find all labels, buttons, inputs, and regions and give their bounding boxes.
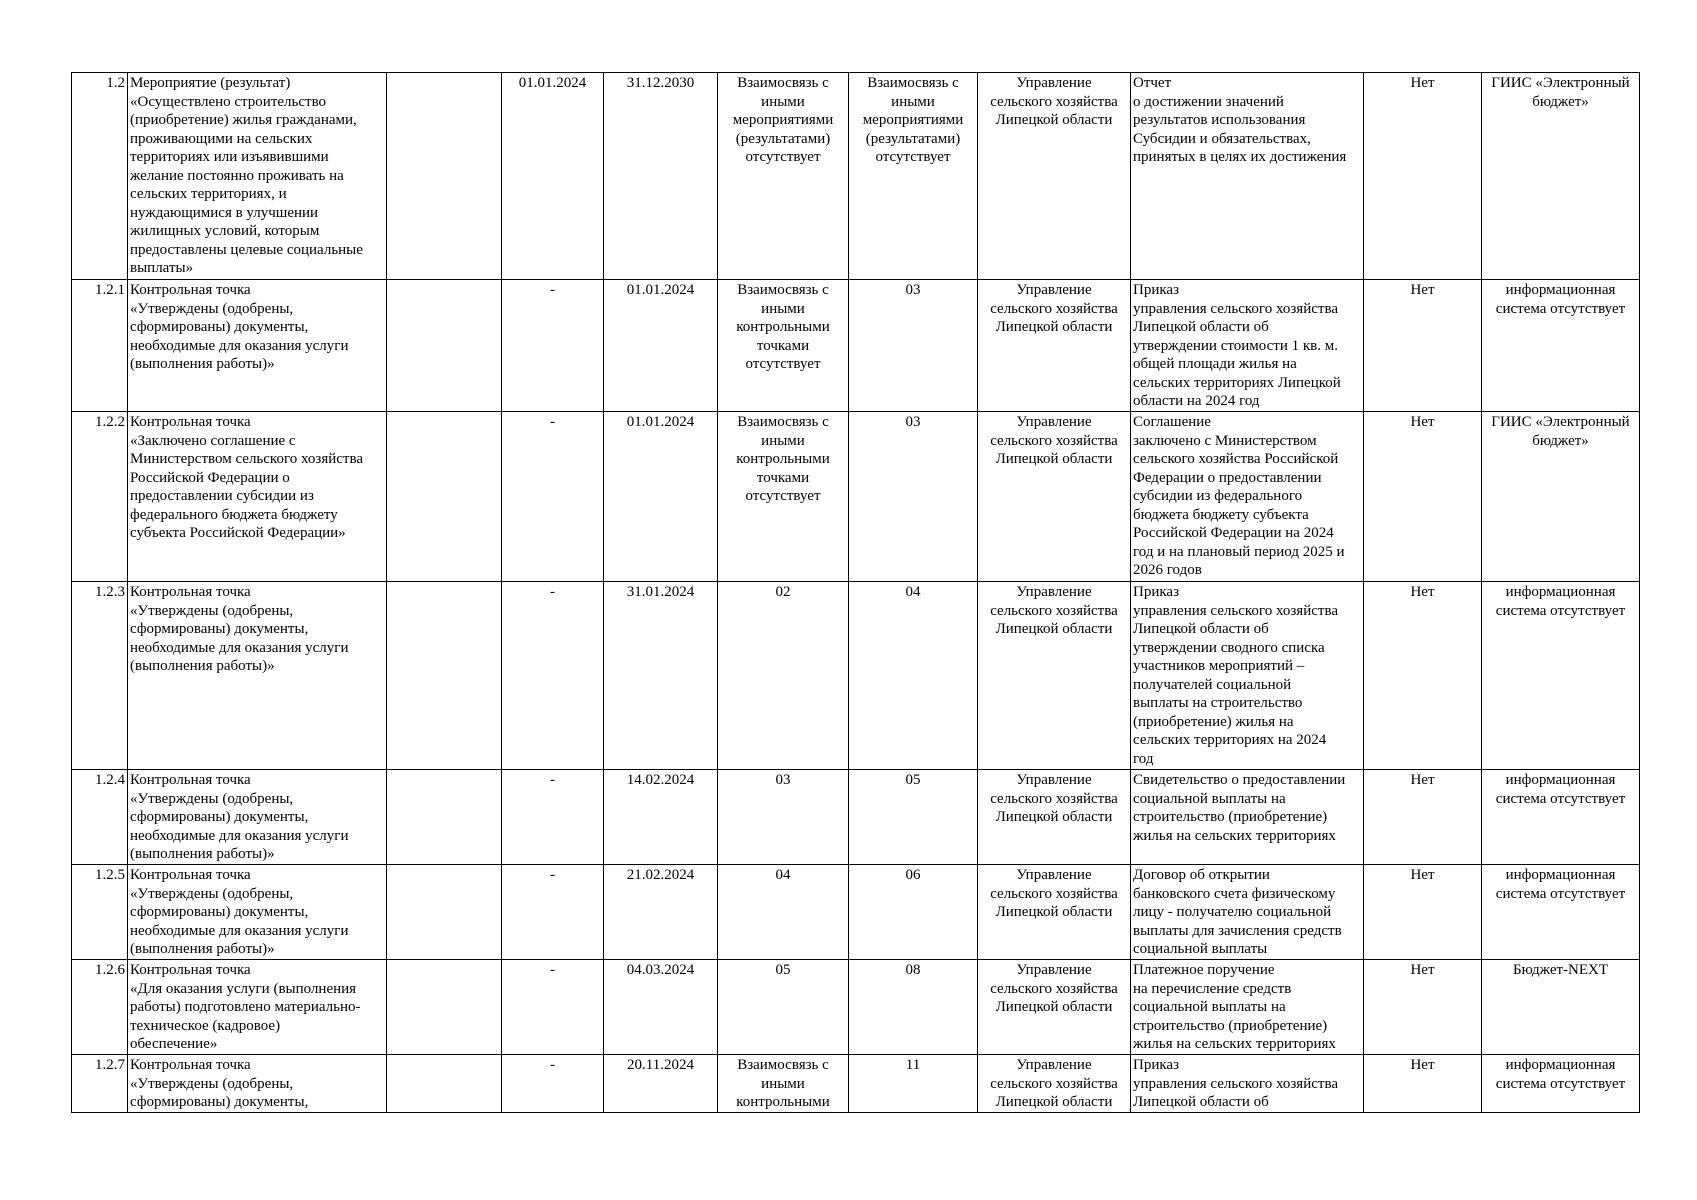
row-document: Приказ управления сельского хозяйства Липецкой области об утверждении стоимости 1 кв. м. общей площади жилья на сельских территориях Липецкой области на 2024 год — [1131, 280, 1364, 412]
row-name: Контрольная точка «Утверждены (одобрены, сформированы) документы, необходимые для оказания услуги (выполнения работы)» — [128, 770, 387, 865]
table-row — [72, 73, 1640, 280]
row-responsible: Управление сельского хозяйства Липецкой области — [978, 865, 1131, 960]
table-row — [72, 770, 1640, 865]
row-flag: Нет — [1364, 1055, 1482, 1113]
table-row — [72, 865, 1640, 960]
row-successor: 03 — [849, 412, 978, 582]
row-end-date: 01.01.2024 — [604, 280, 718, 412]
row-responsible: Управление сельского хозяйства Липецкой области — [978, 73, 1131, 280]
row-empty-cell — [387, 582, 502, 770]
row-end-date: 21.02.2024 — [604, 865, 718, 960]
row-system: ГИИС «Электронный бюджет» — [1482, 412, 1640, 582]
row-predecessor: 02 — [718, 582, 849, 770]
row-number: 1.2.5 — [72, 865, 128, 960]
row-successor: 04 — [849, 582, 978, 770]
table-row — [72, 582, 1640, 770]
row-predecessor: 03 — [718, 770, 849, 865]
row-name: Мероприятие (результат) «Осуществлено строительство (приобретение) жилья гражданами, проживающими на сельских территориях или изъявившими желание постоянно проживать на сельских территориях, и нуждающимися в улучшении жилищных условий, которым предоставлены целевые социальные выплаты» — [128, 73, 387, 280]
row-responsible: Управление сельского хозяйства Липецкой области — [978, 280, 1131, 412]
row-empty-cell — [387, 770, 502, 865]
row-system: информационная система отсутствует — [1482, 1055, 1640, 1113]
table-row — [72, 960, 1640, 1055]
row-end-date: 04.03.2024 — [604, 960, 718, 1055]
row-successor: 08 — [849, 960, 978, 1055]
row-responsible: Управление сельского хозяйства Липецкой области — [978, 582, 1131, 770]
row-system: информационная система отсутствует — [1482, 865, 1640, 960]
row-start-date: - — [502, 770, 604, 865]
control-points-table — [71, 72, 1640, 1113]
row-empty-cell — [387, 412, 502, 582]
row-system: информационная система отсутствует — [1482, 582, 1640, 770]
row-flag: Нет — [1364, 280, 1482, 412]
row-name: Контрольная точка «Утверждены (одобрены, сформированы) документы, необходимые для оказания услуги (выполнения работы)» — [128, 865, 387, 960]
row-start-date: - — [502, 1055, 604, 1113]
row-successor: 06 — [849, 865, 978, 960]
row-number: 1.2.2 — [72, 412, 128, 582]
row-responsible: Управление сельского хозяйства Липецкой области — [978, 770, 1131, 865]
row-end-date: 31.01.2024 — [604, 582, 718, 770]
row-successor: 03 — [849, 280, 978, 412]
row-predecessor: Взаимосвязь с иными контрольными — [718, 1055, 849, 1113]
row-start-date: - — [502, 865, 604, 960]
row-flag: Нет — [1364, 865, 1482, 960]
row-predecessor: 04 — [718, 865, 849, 960]
row-start-date: - — [502, 280, 604, 412]
row-responsible: Управление сельского хозяйства Липецкой области — [978, 1055, 1131, 1113]
row-name: Контрольная точка «Для оказания услуги (выполнения работы) подготовлено материально- техническое (кадровое) обеспечение» — [128, 960, 387, 1055]
row-empty-cell — [387, 280, 502, 412]
row-empty-cell — [387, 73, 502, 280]
row-system: информационная система отсутствует — [1482, 280, 1640, 412]
table-row — [72, 1055, 1640, 1113]
row-responsible: Управление сельского хозяйства Липецкой области — [978, 960, 1131, 1055]
row-flag: Нет — [1364, 960, 1482, 1055]
row-start-date: - — [502, 960, 604, 1055]
row-number: 1.2 — [72, 73, 128, 280]
row-document: Отчет о достижении значений результатов использования Субсидии и обязательствах, принятых в целях их достижения — [1131, 73, 1364, 280]
row-successor: Взаимосвязь с иными мероприятиями (результатами) отсутствует — [849, 73, 978, 280]
row-responsible: Управление сельского хозяйства Липецкой области — [978, 412, 1131, 582]
row-end-date: 31.12.2030 — [604, 73, 718, 280]
table-row — [72, 412, 1640, 582]
row-document: Соглашение заключено с Министерством сельского хозяйства Российской Федерации о предоставлении субсидии из федерального бюджета бюджету субъекта Российской Федерации на 2024 год и на плановый период 2025 и 2026 годов — [1131, 412, 1364, 582]
row-number: 1.2.7 — [72, 1055, 128, 1113]
row-start-date: 01.01.2024 — [502, 73, 604, 280]
row-start-date: - — [502, 412, 604, 582]
row-name: Контрольная точка «Утверждены (одобрены, сформированы) документы, — [128, 1055, 387, 1113]
row-predecessor: Взаимосвязь с иными контрольными точками отсутствует — [718, 412, 849, 582]
row-number: 1.2.1 — [72, 280, 128, 412]
row-system: Бюджет-NEXT — [1482, 960, 1640, 1055]
row-empty-cell — [387, 1055, 502, 1113]
row-document: Договор об открытии банковского счета физическому лицу - получателю социальной выплаты для зачисления средств социальной выплаты — [1131, 865, 1364, 960]
row-document: Приказ управления сельского хозяйства Липецкой области об — [1131, 1055, 1364, 1113]
row-empty-cell — [387, 865, 502, 960]
row-successor: 11 — [849, 1055, 978, 1113]
row-predecessor: 05 — [718, 960, 849, 1055]
row-flag: Нет — [1364, 582, 1482, 770]
row-flag: Нет — [1364, 73, 1482, 280]
row-start-date: - — [502, 582, 604, 770]
row-empty-cell — [387, 960, 502, 1055]
row-system: информационная система отсутствует — [1482, 770, 1640, 865]
row-predecessor: Взаимосвязь с иными мероприятиями (результатами) отсутствует — [718, 73, 849, 280]
row-number: 1.2.3 — [72, 582, 128, 770]
row-flag: Нет — [1364, 770, 1482, 865]
row-document: Свидетельство о предоставлении социальной выплаты на строительство (приобретение) жилья на сельских территориях — [1131, 770, 1364, 865]
row-name: Контрольная точка «Утверждены (одобрены, сформированы) документы, необходимые для оказания услуги (выполнения работы)» — [128, 280, 387, 412]
row-flag: Нет — [1364, 412, 1482, 582]
row-successor: 05 — [849, 770, 978, 865]
row-system: ГИИС «Электронный бюджет» — [1482, 73, 1640, 280]
row-name: Контрольная точка «Заключено соглашение с Министерством сельского хозяйства Российской Федерации о предоставлении субсидии из федерального бюджета бюджету субъекта Российской Федерации» — [128, 412, 387, 582]
row-end-date: 01.01.2024 — [604, 412, 718, 582]
table-row — [72, 280, 1640, 412]
row-document: Платежное поручение на перечисление средств социальной выплаты на строительство (приобретение) жилья на сельских территориях — [1131, 960, 1364, 1055]
row-number: 1.2.6 — [72, 960, 128, 1055]
row-number: 1.2.4 — [72, 770, 128, 865]
row-predecessor: Взаимосвязь с иными контрольными точками отсутствует — [718, 280, 849, 412]
row-end-date: 14.02.2024 — [604, 770, 718, 865]
row-end-date: 20.11.2024 — [604, 1055, 718, 1113]
table-body — [72, 73, 1640, 1113]
row-document: Приказ управления сельского хозяйства Липецкой области об утверждении сводного списка участников мероприятий – получателей социальной выплаты на строительство (приобретение) жилья на сельских территориях на 2024 год — [1131, 582, 1364, 770]
row-name: Контрольная точка «Утверждены (одобрены, сформированы) документы, необходимые для оказания услуги (выполнения работы)» — [128, 582, 387, 770]
